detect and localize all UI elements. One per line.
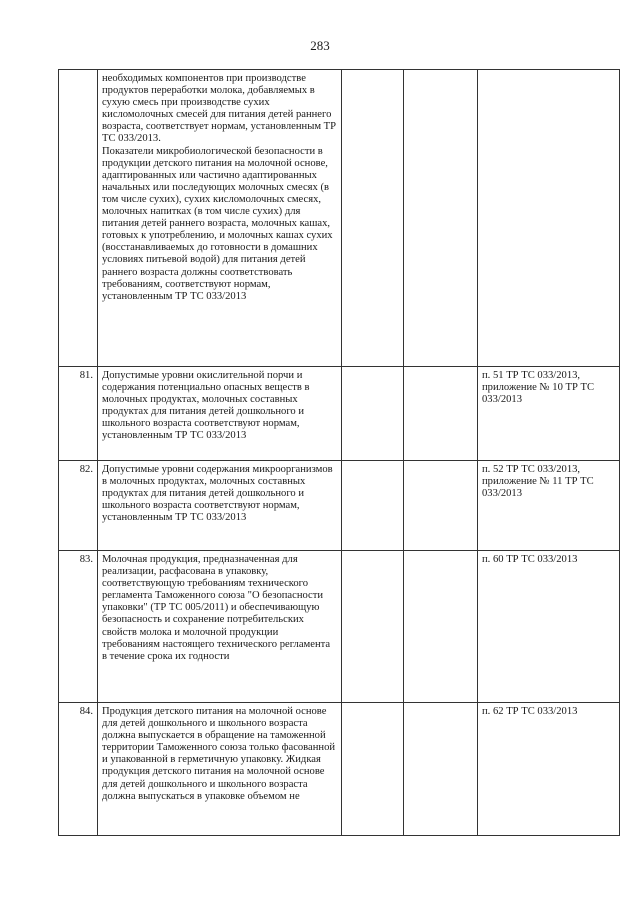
requirement-text [98, 703, 342, 836]
requirement-paragraph: Продукция детского питания на молочной основе для детей дошкольного и школьного возраста должна выпускается в обращение на таможенной территории Таможенного союза только фасованной и упакованной в герметичную упаковку. Жидкая продукция детского питания на молочной основе для детей дошкольного и школьного возраста должна выпускаться в упаковке объемом не [102, 706, 336, 802]
empty-cell [404, 703, 478, 836]
empty-cell [404, 367, 478, 461]
empty-cell [342, 367, 404, 461]
table-row [59, 551, 620, 703]
reference-text: п. 60 ТР ТС 033/2013 [478, 551, 620, 703]
row-number [59, 70, 98, 367]
requirement-paragraph: Допустимые уровни содержания микроорганизмов в молочных продуктах, молочных составных продуктах для питания детей дошкольного и школьного возраста соответствуют нормам, установленным ТР ТС 033/2013 [102, 464, 333, 524]
empty-cell [342, 461, 404, 551]
requirement-text [98, 551, 342, 703]
row-number: 84. [59, 703, 98, 836]
row-number: 81. [59, 367, 98, 461]
requirement-paragraph: необходимых компонентов при производстве продуктов переработки молока, добавляемых в сухую смесь при производстве сухих кисломолочных смесей для питания детей раннего возраста, соответствует нормам, установленным ТР ТС 033/2013. [102, 73, 337, 145]
table-row [59, 461, 620, 551]
page-number: 283 [310, 38, 330, 53]
requirements-table [58, 69, 620, 836]
requirement-text [98, 367, 342, 461]
reference-text: п. 62 ТР ТС 033/2013 [478, 703, 620, 836]
empty-cell [342, 551, 404, 703]
empty-cell [404, 551, 478, 703]
empty-cell [342, 70, 404, 367]
requirement-text [98, 70, 342, 367]
table-row [59, 70, 620, 367]
reference-text: п. 52 ТР ТС 033/2013, приложение № 11 ТР ТС 033/2013 [478, 461, 620, 551]
reference-text: п. 51 ТР ТС 033/2013, приложение № 10 ТР ТС 033/2013 [478, 367, 620, 461]
requirement-text [98, 461, 342, 551]
empty-cell [404, 70, 478, 367]
empty-cell [342, 703, 404, 836]
requirement-paragraph: Показатели микробиологической безопасности в продукции детского питания на молочной основе, адаптированных или частично адаптированных начальных или последующих молочных смесях (в том числе сухих), сухих кисломолочных смесях, молочных напитках (в том числе сухих) для питания детей раннего возраста, молочных кашах, готовых к употреблению, и молочных кашах сухих (восстанавливаемых до готовности в домашних условиях питьевой водой) для питания детей раннего возраста должны соответствовать требованиям, соответствуют нормам, установленным ТР ТС 033/2013 [102, 145, 333, 302]
row-number: 83. [59, 551, 98, 703]
table-row [59, 367, 620, 461]
requirement-paragraph: Допустимые уровни окислительной порчи и содержания потенциально опасных веществ в молочных продуктах, молочных составных продуктах для питания детей дошкольного и школьного возраста соответствуют нормам, установленным ТР ТС 033/2013 [102, 370, 310, 442]
reference-text [478, 70, 620, 367]
row-number: 82. [59, 461, 98, 551]
table-row [59, 703, 620, 836]
empty-cell [404, 461, 478, 551]
requirement-paragraph: Молочная продукция, предназначенная для реализации, расфасована в упаковку, соответствующую требованиям технического регламента Таможенного союза "О безопасности упаковки" (ТР ТС 005/2011) и обеспечивающую безопасность и сохранение потребительских свойств молока и молочной продукции требованиям настоящего технического регламента в течение срока их годности [102, 554, 331, 662]
